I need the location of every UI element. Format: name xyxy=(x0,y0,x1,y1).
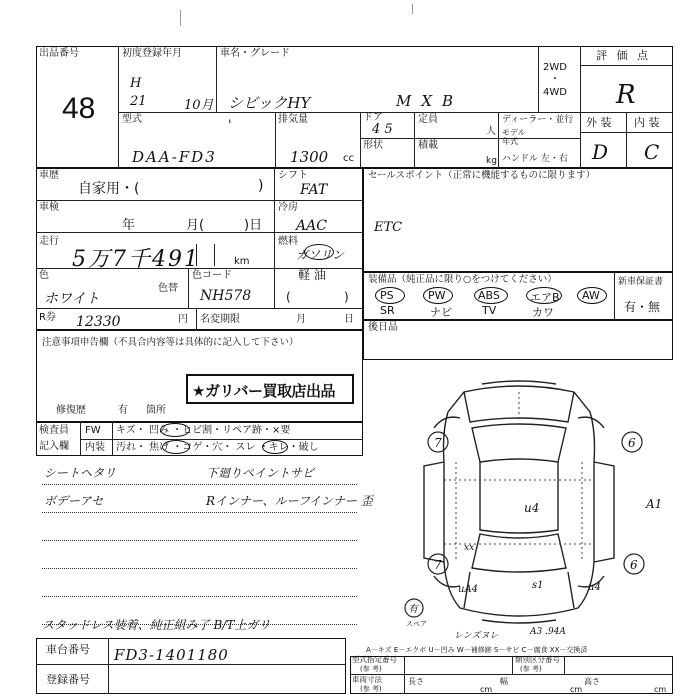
reg-number-label: 登録番号 xyxy=(46,673,90,686)
length-cm: cm xyxy=(480,685,493,694)
car-name: シビックHY xyxy=(228,94,311,112)
repair-value: 有 xyxy=(118,405,128,416)
eval-label: 評 価 点 xyxy=(596,49,651,62)
circle-ps xyxy=(375,287,405,304)
scan-mark xyxy=(180,10,183,26)
mark-rear-right: u4 xyxy=(588,582,601,593)
note-line-1: シートヘタリ xyxy=(44,466,117,480)
mark-fl: 7 xyxy=(434,436,442,450)
equip-sr: SR xyxy=(380,304,395,317)
person-unit: 人 xyxy=(486,126,496,137)
ac-value: AAC xyxy=(296,218,327,234)
chassis-value: FD3-1401180 xyxy=(114,646,229,664)
mark-right: A1 xyxy=(646,497,663,511)
sales-points-block xyxy=(363,168,673,272)
circle-rub xyxy=(262,440,288,454)
exterior-grade: D xyxy=(592,140,609,164)
interior-items-label: 内装 xyxy=(85,442,105,453)
repair-label: 修復歴 xyxy=(56,405,86,416)
diagram-note-2: A3 .94A xyxy=(530,627,566,637)
type-number-label: 型式指定番号 xyxy=(352,655,397,664)
length-label: 長さ xyxy=(408,677,424,686)
width-label: 幅 xyxy=(500,677,508,686)
warranty-value: 有・無 xyxy=(624,300,661,314)
right-front-wheel xyxy=(578,417,604,428)
reg-year: 21 xyxy=(130,94,147,109)
interior-label: 内 装 xyxy=(634,116,660,129)
reg-month: 10月 xyxy=(184,98,214,113)
sales-points-label: セールスポイント（正常に機能するものに限ります） xyxy=(368,170,596,181)
first-reg-label: 初度登録年月 xyxy=(122,48,182,59)
grade: MXB xyxy=(396,92,464,110)
capacity-label: 定員 xyxy=(418,114,438,125)
paren-open: ( xyxy=(286,290,291,304)
doors-value: 4 5 xyxy=(372,122,393,137)
circle-pw xyxy=(423,287,453,304)
circle-aw xyxy=(577,287,607,304)
equip-tv: TV xyxy=(482,304,497,317)
width-cm: cm xyxy=(570,685,583,694)
history-value: 自家用・( xyxy=(78,181,140,197)
cc-unit: cc xyxy=(343,153,354,164)
height-label: 高さ xyxy=(584,677,600,686)
color-value: ホワイト xyxy=(44,291,100,307)
equipment-label: 装備品（純正品に限り○をつけてください） xyxy=(368,274,557,285)
fw-items: キズ・ 凹み ・ヒビ割・リペア跡・×要 xyxy=(116,425,291,436)
shape-label: 形状 xyxy=(363,140,383,151)
mark-spare: 有 xyxy=(408,604,418,615)
load-label: 積載 xyxy=(418,140,438,151)
ac-label: 冷房 xyxy=(278,202,298,213)
drive-2wd: 2WD xyxy=(543,62,567,73)
interior-grade: C xyxy=(644,140,660,164)
era: H xyxy=(130,76,142,91)
fuel-circle xyxy=(304,244,334,260)
displacement-label: 排気量 xyxy=(278,114,308,125)
stamp-text: ★ガリバー買取店出品 xyxy=(192,382,335,400)
inspection-year: 年 xyxy=(122,218,136,233)
equip-ps: PS xyxy=(380,289,394,302)
chassis-label: 車台番号 xyxy=(46,643,90,656)
rear-bumper xyxy=(482,620,556,623)
spare-label: スペア xyxy=(406,620,427,628)
entry-label: 記入欄 xyxy=(39,441,69,452)
rear-items-block xyxy=(363,320,673,360)
exterior-label: 外 装 xyxy=(586,116,612,129)
model-mark: ' xyxy=(228,118,232,133)
sales-points-value: ETC xyxy=(374,220,403,235)
class-number-label: 類別区分番号 xyxy=(515,655,560,664)
equip-navi: ナビ xyxy=(430,306,452,319)
history-close: ) xyxy=(258,178,264,194)
equip-aw: AW xyxy=(582,289,600,302)
car-name-label: 車名・グレード xyxy=(220,48,290,59)
shift-value: FAT xyxy=(300,182,328,198)
notes-label: 注意事項申告欄（不具合内容等は具体的に記入して下さい） xyxy=(42,337,299,348)
note-line-3: 下廻りペイントサビ xyxy=(206,466,315,480)
inspection-day: )日 xyxy=(244,218,263,233)
circle-airbag xyxy=(526,287,562,304)
expiry-month: 月 xyxy=(296,314,306,325)
repair-place: 箇所 xyxy=(146,405,166,416)
fw-label: FW xyxy=(85,425,101,436)
circle-scorch xyxy=(162,440,190,454)
inspection-label: 車検 xyxy=(39,202,59,213)
rear-window xyxy=(472,534,566,572)
left-front-wheel xyxy=(434,417,460,428)
equip-leather: カワ xyxy=(532,306,554,319)
color-change-label: 色替 xyxy=(158,283,178,294)
mark-roof: u4 xyxy=(524,501,540,515)
model-value: DAA-FD3 xyxy=(132,148,217,166)
mark-rear-left: uA4 xyxy=(458,584,479,595)
paren-close: ) xyxy=(344,290,349,304)
note-line-5: スタッドレス装着、純正組み了 B/T上ガリ xyxy=(42,618,271,632)
right-side xyxy=(594,462,614,562)
drive-4wd: 4WD xyxy=(543,87,567,98)
kg-unit: kg xyxy=(486,156,497,166)
diagram-note: レンズヌレ xyxy=(454,631,499,641)
car-outline xyxy=(444,386,595,616)
mark-rl: 7 xyxy=(434,558,442,572)
history-label: 車歴 xyxy=(39,170,59,181)
lot-label: 出品番号 xyxy=(39,48,79,59)
circle-dent xyxy=(160,423,190,437)
shift-label: シフト xyxy=(278,170,308,181)
lot-number: 48 xyxy=(62,92,96,125)
left-side xyxy=(424,462,444,562)
notes-lines xyxy=(36,456,373,638)
dims-sub: (参 考) xyxy=(360,685,382,693)
gulliver-stamp xyxy=(186,374,354,404)
class-number-sub: (参 考) xyxy=(520,665,542,673)
note-line-2: ボデーアセ xyxy=(44,494,104,508)
color-code-value: NH578 xyxy=(200,288,252,304)
note-line-4: Rインナー、ルーフインナー 歪 xyxy=(206,494,373,508)
recycle-value: 12330 xyxy=(76,314,121,330)
eval-score: R xyxy=(616,80,636,110)
car-damage-diagram xyxy=(364,362,674,644)
roof xyxy=(480,462,558,533)
type-number-sub: (参 考) xyxy=(360,665,382,673)
fuel-light: 軽 油 xyxy=(298,268,326,282)
equip-abs: ABS xyxy=(478,289,500,302)
mark-left: xx xyxy=(464,543,475,553)
displacement-value: 1300 xyxy=(290,148,329,166)
circle-abs xyxy=(474,287,508,304)
equip-pw: PW xyxy=(428,289,446,302)
km-unit: km xyxy=(234,256,250,267)
handle-label: ハンドル 左・右 xyxy=(502,154,568,164)
expiry-day: 日 xyxy=(344,314,354,325)
color-label: 色 xyxy=(39,270,49,281)
rear-items-label: 後日品 xyxy=(368,322,398,333)
drive-dot: ・ xyxy=(550,74,560,85)
front-bumper xyxy=(482,381,556,384)
yen-unit: 円 xyxy=(178,314,188,325)
scan-mark xyxy=(412,4,415,14)
fuel-value: ガソリン xyxy=(296,248,345,262)
dealer-label: ディーラー・並行 xyxy=(502,115,574,125)
inspector-label: 検査員 xyxy=(39,425,69,436)
fuel-label: 燃料 xyxy=(278,236,298,247)
model-year-label: モデル年式 xyxy=(502,128,526,146)
equipment-row2 xyxy=(370,304,610,318)
model-label: 型式 xyxy=(122,114,142,125)
expiry-label: 名変期限 xyxy=(200,314,240,325)
mark-rr: 6 xyxy=(630,558,638,572)
recycle-label: R券 xyxy=(39,312,56,323)
mark-rear: s1 xyxy=(532,580,544,591)
warranty-label: 新車保証書 xyxy=(618,277,664,287)
interior-items: 汚れ・ 焦げ ・コゲ・穴・ スレ ・キレ・破し xyxy=(116,442,319,453)
door-label: ドア xyxy=(363,112,383,123)
mark-fr: 6 xyxy=(628,436,636,450)
color-code-label: 色コード xyxy=(192,270,232,281)
mileage-label: 走行 xyxy=(39,236,59,247)
damage-legend: A－キズ E－エクボ U－凹み W－補修跡 S－サビ C－腐食 XX－交換済 xyxy=(366,646,588,654)
height-cm: cm xyxy=(654,685,667,694)
dims-label: 車両寸法 xyxy=(352,675,382,684)
trunk-line xyxy=(464,572,574,608)
inspection-month: 月( xyxy=(186,218,205,233)
windshield xyxy=(472,424,566,462)
equip-airbag: エアB xyxy=(530,291,560,304)
mileage-value: 5万7千491 xyxy=(72,247,200,272)
